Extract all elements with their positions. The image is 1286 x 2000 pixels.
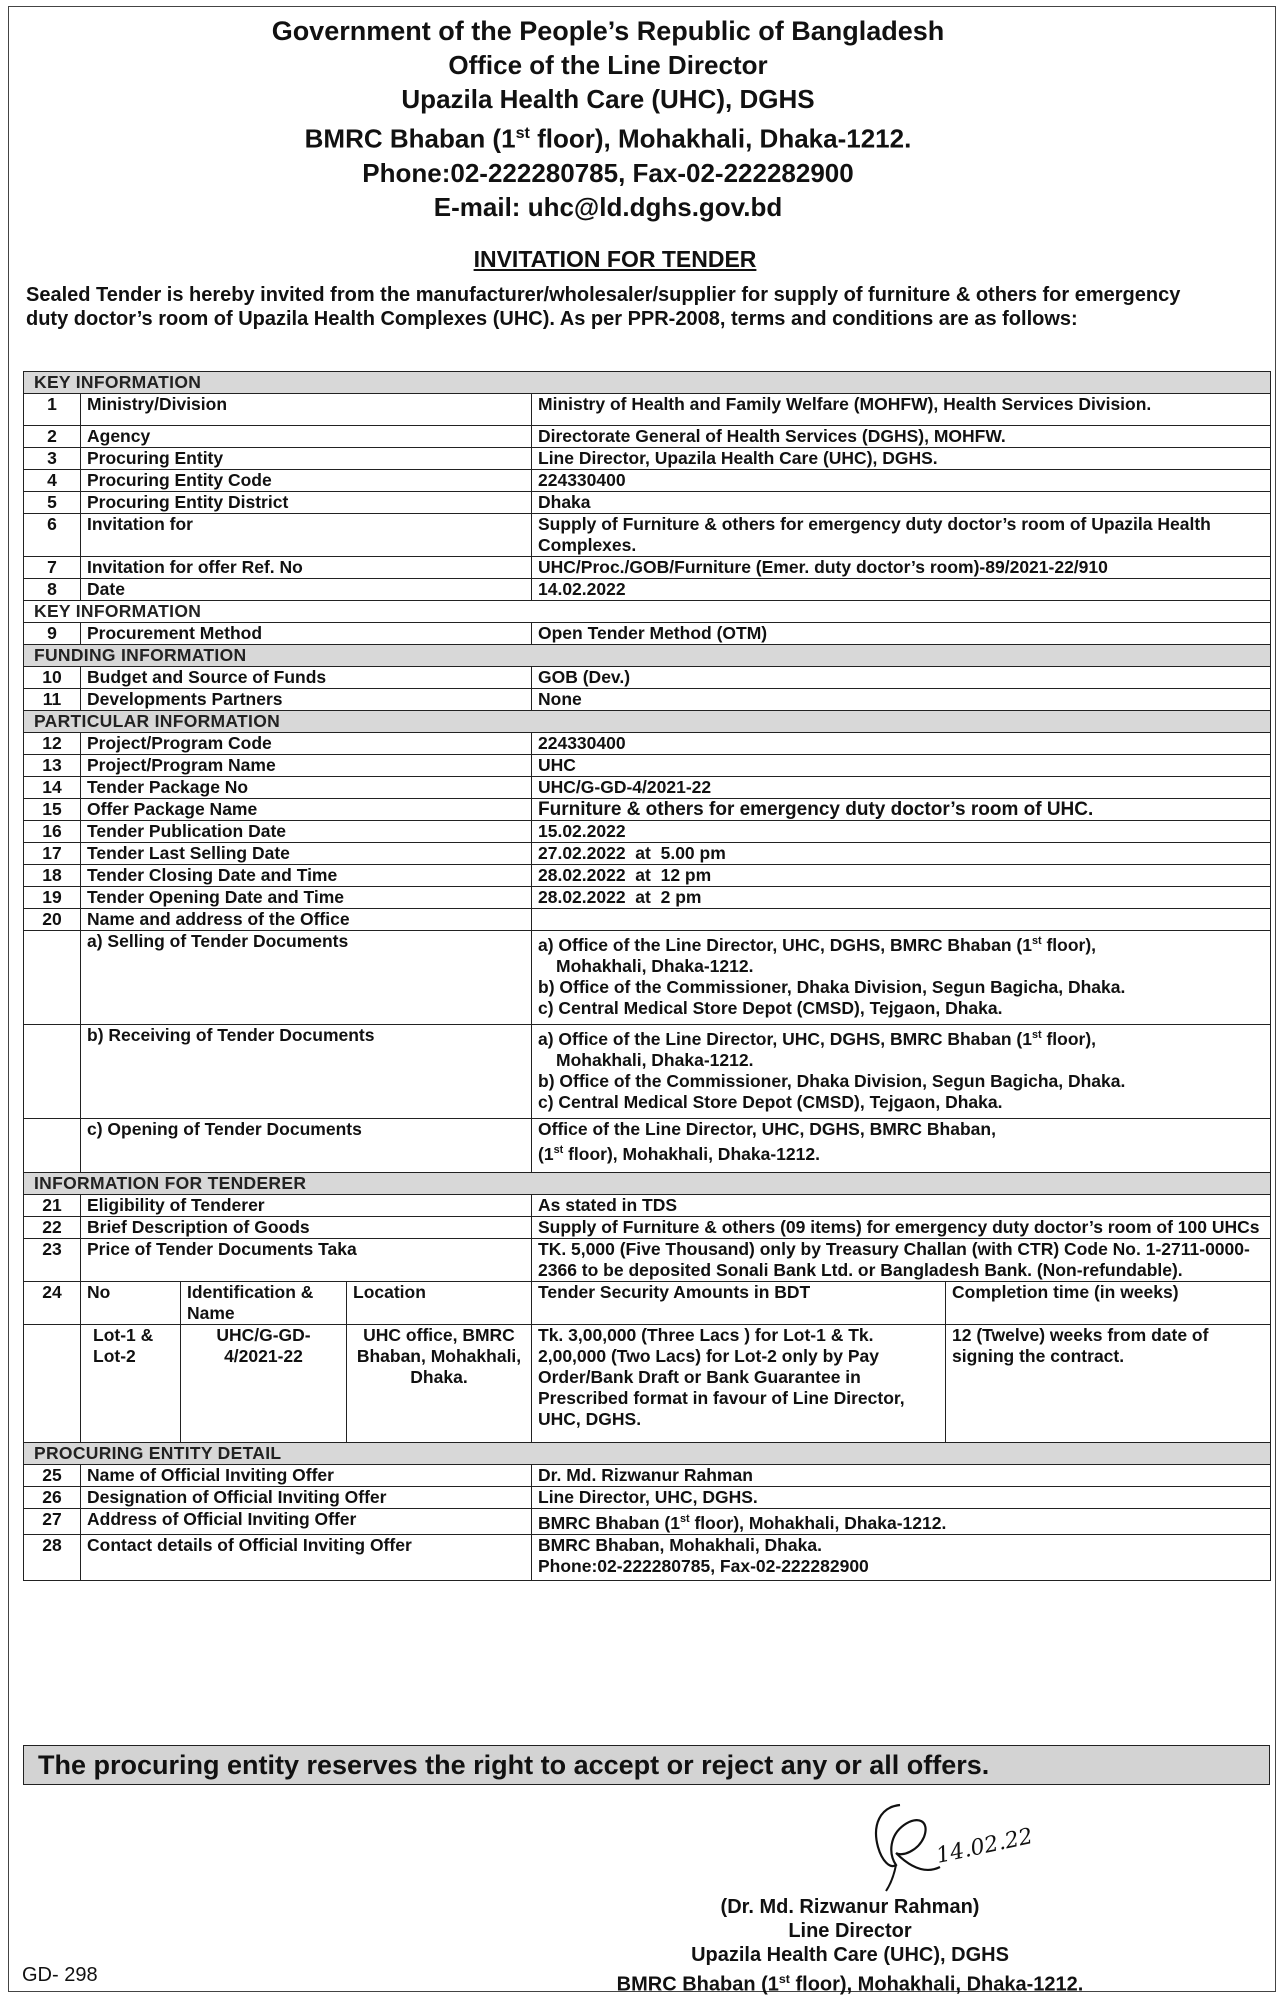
row-number: 18 [24,865,81,887]
row-number: 9 [24,623,81,645]
document-title-text: INVITATION FOR TENDER [473,246,757,272]
header-address-sup: st [515,124,530,142]
row-label: Project/Program Name [81,755,532,777]
row-value: 28.02.2022 at 12 pm [532,865,1271,887]
row-label: Invitation for [81,514,532,557]
row-number [24,1025,81,1119]
table-row [24,909,1271,931]
address-sup: st [553,1144,564,1156]
row-value [532,1025,1271,1119]
row-label: Project/Program Code [81,733,532,755]
row-label: Tender Opening Date and Time [81,887,532,909]
address-sup: st [1031,1029,1042,1041]
row-number: 6 [24,514,81,557]
signatory-address-sup: st [778,1972,790,1986]
table-row [24,931,1271,1025]
header-address-text-2: floor), Mohakhali, Dhaka-1212. [529,123,912,154]
row-number: 8 [24,579,81,601]
address-line: floor), [1041,934,1097,955]
lot-header-completion: Completion time (in weeks) [946,1282,1271,1325]
row-value [532,1534,1271,1580]
row-number: 22 [24,1217,81,1239]
row-number: 25 [24,1465,81,1487]
address-line: Mohakhali, Dhaka-1212. [556,1049,754,1070]
row-value: Supply of Furniture & others for emergency duty doctor’s room of Upazila Health Complexes. [532,514,1271,557]
row-label: Name and address of the Office [81,909,532,931]
row-value: Line Director, UHC, DGHS. [532,1487,1271,1509]
section-label: PROCURING ENTITY DETAIL [24,1443,1271,1465]
row-number: 20 [24,909,81,931]
row-label: Budget and Source of Funds [81,667,532,689]
row-value: UHC/G-GD-4/2021-22 [532,777,1271,799]
section-key-information [24,372,1271,394]
row-label: a) Selling of Tender Documents [81,931,532,1025]
row-number [24,1119,81,1173]
row-label: Name of Official Inviting Offer [81,1465,532,1487]
address-line: Mohakhali, Dhaka-1212. [556,955,754,976]
row-number: 15 [24,799,81,821]
signatory-address [600,1967,1100,1997]
row-number: 4 [24,470,81,492]
row-value: TK. 5,000 (Five Thousand) only by Treasury Challan (with CTR) Code No. 1-2711-0000-2366 to be deposited Sonali Bank Ltd. or Bangladesh Bank. (Non-refundable). [532,1239,1271,1282]
row-label: Offer Package Name [81,799,532,821]
table-row [24,514,1271,557]
signature-date: 14.02.22 [934,1824,1036,1869]
section-label: PARTICULAR INFORMATION [24,711,1271,733]
lot-location: UHC office, BMRC Bhaban, Mohakhali, Dhaka. [347,1325,532,1443]
row-label: Ministry/Division [81,394,532,426]
address-sup: st [679,1513,690,1525]
intro-paragraph: Sealed Tender is hereby invited from the manufacturer/wholesaler/supplier for supply of furniture & others for emergency duty doctor’s room of Upazila Health Complexes (UHC). As per PPR-2008, terms and conditions are as follows: [26,284,1181,330]
lot-header-security: Tender Security Amounts in BDT [532,1282,946,1325]
address-line: a) Office of the Line Director, UHC, DGHS, BMRC Bhaban (1 [538,1028,1032,1049]
row-value [532,909,1271,931]
document-title [0,246,1230,273]
section-label: FUNDING INFORMATION [24,645,1271,667]
lot-header-location: Location [347,1282,532,1325]
row-number: 7 [24,557,81,579]
signatory-address-text: BMRC Bhaban (1 [616,1973,779,1996]
section-label: INFORMATION FOR TENDERER [24,1173,1271,1195]
section-funding-information [24,645,1271,667]
row-number: 13 [24,755,81,777]
reservation-note: The procuring entity reserves the right to accept or reject any or all offers. [23,1745,1270,1785]
table-row [24,394,1271,426]
address-line: floor), Mohakhali, Dhaka-1212. [689,1512,947,1533]
address-line: a) Office of the Line Director, UHC, DGHS, BMRC Bhaban (1 [538,934,1032,955]
row-value: GOB (Dev.) [532,667,1271,689]
table-row [24,821,1271,843]
row-label: Tender Publication Date [81,821,532,843]
table-row [24,1487,1271,1509]
lot-header-identification: Identification & Name [181,1282,347,1325]
row-value: Dhaka [532,492,1271,514]
signatory-designation: Line Director [788,1920,912,1942]
signatory-name: (Dr. Md. Rizwanur Rahman) [720,1896,980,1918]
row-number: 10 [24,667,81,689]
tender-table [23,371,1271,1581]
row-label: Agency [81,426,532,448]
header-phone: Phone:02-222280785, Fax-02-222282900 [362,157,854,188]
row-number: 14 [24,777,81,799]
row-label: Brief Description of Goods [81,1217,532,1239]
row-label: Tender Package No [81,777,532,799]
row-value: 14.02.2022 [532,579,1271,601]
table-row [24,1217,1271,1239]
row-label: Designation of Official Inviting Offer [81,1487,532,1509]
row-label: Procuring Entity [81,448,532,470]
row-value: Furniture & others for emergency duty doctor’s room of UHC. [532,799,1271,821]
address-line: b) Office of the Commissioner, Dhaka Division, Segun Bagicha, Dhaka. [538,976,1126,997]
signature [860,1795,1070,1895]
row-number: 3 [24,448,81,470]
header-address [0,116,1216,156]
row-label: c) Opening of Tender Documents [81,1119,532,1173]
table-row [24,799,1271,821]
row-value: 28.02.2022 at 2 pm [532,887,1271,909]
signatory-block [600,1895,1100,1997]
header-government: Government of the People’s Republic of Bangladesh [271,16,945,46]
gd-code: GD- 298 [22,1964,98,1986]
address-line: c) Central Medical Store Depot (CMSD), Tejgaon, Dhaka. [538,997,1003,1018]
table-row [24,1534,1271,1580]
section-procuring-entity-detail [24,1443,1271,1465]
address-line: BMRC Bhaban (1 [538,1512,680,1533]
address-line: Office of the Line Director, UHC, DGHS, BMRC Bhaban, [538,1119,996,1139]
row-number: 16 [24,821,81,843]
row-label: Invitation for offer Ref. No [81,557,532,579]
row-label: b) Receiving of Tender Documents [81,1025,532,1119]
section-label: KEY INFORMATION [24,601,1271,623]
table-row [24,1119,1271,1173]
row-label: Tender Closing Date and Time [81,865,532,887]
row-value: UHC/Proc./GOB/Furniture (Emer. duty doctor’s room)-89/2021-22/910 [532,557,1271,579]
header-uhc: Upazila Health Care (UHC), DGHS [401,84,815,114]
row-label: Developments Partners [81,689,532,711]
row-value: Supply of Furniture & others (09 items) for emergency duty doctor’s room of 100 UHCs [532,1217,1271,1239]
table-row [24,1509,1271,1535]
contact-line: Phone:02-222280785, Fax-02-222282900 [538,1555,869,1576]
table-row [24,1239,1271,1282]
address-line: b) Office of the Commissioner, Dhaka Division, Segun Bagicha, Dhaka. [538,1070,1126,1091]
row-number [24,1325,81,1443]
header-email: E-mail: uhc@ld.dghs.gov.bd [433,191,783,222]
row-value: Directorate General of Health Services (DGHS), MOHFW. [532,426,1271,448]
row-number: 23 [24,1239,81,1282]
row-number: 21 [24,1195,81,1217]
row-value [532,931,1271,1025]
letterhead [0,14,1216,224]
row-value: As stated in TDS [532,1195,1271,1217]
row-value: 224330400 [532,470,1271,492]
lot-security-amount: Tk. 3,00,000 (Three Lacs ) for Lot-1 & Tk. 2,00,000 (Two Lacs) for Lot-2 only by Pay Order/Bank Draft or Bank Guarantee in Prescribed format in favour of Line Director, UHC, DGHS. [532,1325,946,1443]
row-number: 24 [24,1282,81,1325]
header-address-text: BMRC Bhaban (1 [304,123,516,154]
address-line: (1 [538,1143,554,1164]
table-row [24,470,1271,492]
row-number: 19 [24,887,81,909]
table-row [24,1465,1271,1487]
row-value: Dr. Md. Rizwanur Rahman [532,1465,1271,1487]
row-number: 1 [24,394,81,426]
table-row [24,733,1271,755]
table-row [24,1025,1271,1119]
table-row [24,492,1271,514]
row-label: Contact details of Official Inviting Offer [81,1534,532,1580]
row-value: 15.02.2022 [532,821,1271,843]
table-row [24,557,1271,579]
table-row [24,865,1271,887]
row-number: 27 [24,1509,81,1535]
section-information-for-tenderer [24,1173,1271,1195]
section-key-information-2 [24,601,1271,623]
lot-completion-time: 12 (Twelve) weeks from date of signing the contract. [946,1325,1271,1443]
section-particular-information [24,711,1271,733]
row-number: 28 [24,1534,81,1580]
address-line: c) Central Medical Store Depot (CMSD), Tejgaon, Dhaka. [538,1091,1003,1112]
row-value: UHC [532,755,1271,777]
contact-line: BMRC Bhaban, Mohakhali, Dhaka. [538,1534,822,1555]
row-value: Open Tender Method (OTM) [532,623,1271,645]
table-row [24,887,1271,909]
row-label: Address of Official Inviting Offer [81,1509,532,1535]
table-row [24,1195,1271,1217]
row-label: Tender Last Selling Date [81,843,532,865]
row-value: Line Director, Upazila Health Care (UHC), DGHS. [532,448,1271,470]
row-label: Procurement Method [81,623,532,645]
table-row [24,755,1271,777]
row-value: 224330400 [532,733,1271,755]
row-number: 5 [24,492,81,514]
row-value [532,1509,1271,1535]
row-label: Eligibility of Tenderer [81,1195,532,1217]
row-label: Date [81,579,532,601]
lot-header-no: No [81,1282,181,1325]
address-line: floor), [1041,1028,1097,1049]
signatory-office: Upazila Health Care (UHC), DGHS [691,1944,1009,1966]
row-label: Procuring Entity Code [81,470,532,492]
table-row [24,579,1271,601]
row-label: Procuring Entity District [81,492,532,514]
row-number: 12 [24,733,81,755]
row-value: Ministry of Health and Family Welfare (MOHFW), Health Services Division. [532,394,1271,426]
row-number: 17 [24,843,81,865]
table-row [24,426,1271,448]
address-sup: st [1031,935,1042,947]
table-row [24,689,1271,711]
table-row [24,667,1271,689]
row-value: 27.02.2022 at 5.00 pm [532,843,1271,865]
table-row [24,623,1271,645]
signatory-address-text-2: floor), Mohakhali, Dhaka-1212. [789,1973,1084,1996]
address-line: floor), Mohakhali, Dhaka-1212. [563,1143,820,1164]
section-label: KEY INFORMATION [24,372,1271,394]
lot-header-row [24,1282,1271,1325]
header-office: Office of the Line Director [448,50,768,80]
lot-number: Lot-1 & Lot-2 [81,1325,181,1443]
row-number [24,931,81,1025]
lot-row [24,1325,1271,1443]
row-number: 11 [24,689,81,711]
table-row [24,843,1271,865]
row-number: 26 [24,1487,81,1509]
row-number: 2 [24,426,81,448]
table-row [24,777,1271,799]
row-value: None [532,689,1271,711]
table-row [24,448,1271,470]
lot-identification: UHC/G-GD-4/2021-22 [181,1325,347,1443]
row-label: Price of Tender Documents Taka [81,1239,532,1282]
row-value [532,1119,1271,1173]
